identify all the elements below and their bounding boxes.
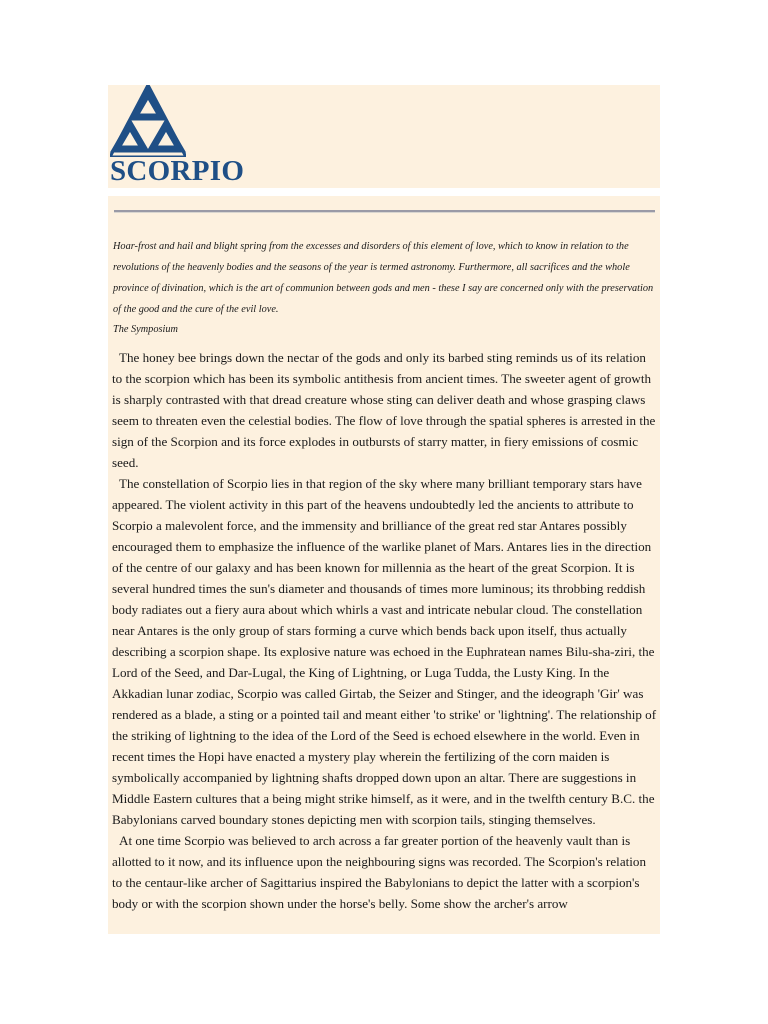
paragraph: The constellation of Scorpio lies in that region of the sky where many brilliant temporary stars have appeared. The violent activity in this part of the heavens undoubtedly led the ancients to attribute to Scorpio a malevolent force, and the immensity and brilliance of the great red star Antares possibly encouraged them to emphasize the influence of the warlike planet of Mars. Antares lies in the direction of the centre of our galaxy and has been known for millennia as the heart of the great Scorpion. It is several hundred times the sun's diameter and thousands of times more luminous; its throbbing reddish body radiates out a fiery aura about which whirls a vast and intricate nebular cloud. The constellation near Antares is the only group of stars forming a curve which bends back upon itself, thus actually describing a scorpion shape. Its explosive nature was echoed in the Euphratean names Bilu-sha-ziri, the Lord of the Seed, and Dar-Lugal, the King of Lightning, or Luga Tudda, the Lusty King. In the Akkadian lunar zodiac, Scorpio was called Girtab, the Seizer and Stinger, and the ideograph 'Gir' was rendered as a blade, a sting or a pointed tail and meant either 'to strike' or 'lightning'. The relationship of the striking of lightning to the idea of the Lord of the Seed is echoed elsewhere in the world. Even in recent times the Hopi have enacted a mystery play wherein the fertilizing of the corn maiden is symbolically accompanied by lightning shafts dropped down upon an altar. There are suggestions in Middle Eastern cultures that a being might strike himself, as it were, and in the twelfth century B.C. the Babylonians carved boundary stones depicting men with scorpion tails, stinging themselves. xyxy=(112,476,657,827)
paragraph: At one time Scorpio was believed to arch across a far greater portion of the heavenly vault than is allotted to it now, and its influence upon the neighbouring signs was recorded. The Scorpion's relation to the centaur-like archer of Sagittarius inspired the Babylonians to depict the latter with a scorpion's body or with the scorpion shown under the horse's belly. Some show the archer's arrow xyxy=(112,833,646,911)
triple-triangle-logo-icon xyxy=(110,85,186,157)
paragraph: The honey bee brings down the nectar of the gods and only its barbed sting reminds us of its relation to the scorpion which has been its symbolic antithesis from ancient times. The sweeter agent of growth is sharply contrasted with that dread creature whose sting can deliver death and whose grasping claws seem to threaten even the celestial bodies. The flow of love through the spatial spheres is arrested in the sign of the Scorpion and its force explodes in outbursts of starry matter, in fiery emissions of cosmic seed. xyxy=(112,350,656,470)
epigraph-quote: Hoar-frost and hail and blight spring from the excesses and disorders of this element of love, which to know in relation to the revolutions of the heavenly bodies and the seasons of the year is termed astronomy. Furthermore, all sacrifices and the whole province of divination, which is the art of communion between gods and men - these I say are concerned only with the preservation of the good and the cure of the evil love. xyxy=(113,241,654,315)
article-panel xyxy=(108,196,660,934)
epigraph-source: The Symposium xyxy=(113,324,178,335)
page-title: SCORPIO xyxy=(110,155,245,187)
header-panel xyxy=(108,85,660,188)
article-body xyxy=(112,347,658,914)
horizontal-divider xyxy=(114,210,655,213)
